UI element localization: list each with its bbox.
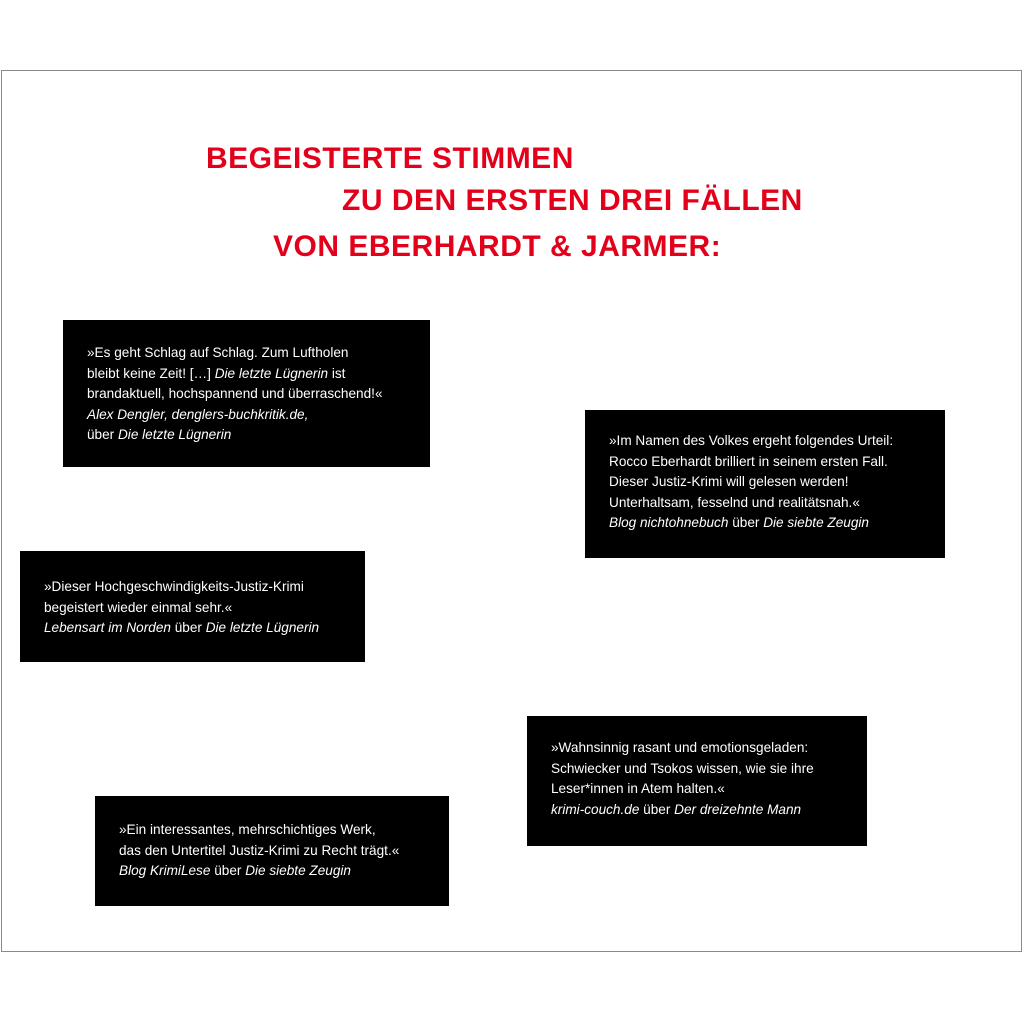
- book-title: Die letzte Lügnerin: [205, 620, 320, 636]
- book-title: Der dreizehnte Mann: [674, 801, 802, 817]
- quote-text-line: »Es geht Schlag auf Schlag. Zum Luftholen: [87, 345, 349, 360]
- quote-text-line: Dieser Justiz-Krimi will gelesen werden!: [609, 474, 849, 490]
- quote-text-line: brandaktuell, hochspannend und überraschend!«: [87, 386, 383, 402]
- quote-text-line: Unterhaltsam, fesselnd und realitätsnah.«: [609, 494, 860, 510]
- book-title: Die siebte Zeugin: [763, 515, 869, 531]
- about-word: über: [210, 863, 246, 879]
- quote-source: [87, 405, 430, 426]
- about-word: über: [87, 427, 118, 443]
- review-quote-box: [585, 410, 945, 558]
- quote-source: [119, 861, 449, 882]
- source-name: krimi-couch.de: [551, 801, 640, 817]
- quote-text-line: begeistert wieder einmal sehr.«: [44, 599, 233, 615]
- quote-text: bleibt keine Zeit! […]: [87, 365, 215, 381]
- quote-text-line: Rocco Eberhardt brilliert in seinem ersten Fall.: [609, 453, 888, 469]
- book-title: Die letzte Lügnerin: [214, 365, 329, 381]
- review-quote-box: [527, 716, 867, 846]
- source-name: Alex Dengler, denglers-buchkritik.de,: [87, 406, 309, 422]
- about-word: über: [728, 515, 764, 531]
- headline-line-1: BEGEISTERTE STIMMEN: [206, 142, 574, 175]
- source-name: Blog nichtohnebuch: [609, 515, 729, 531]
- quote-text-line: Leser*innen in Atem halten.«: [551, 781, 725, 797]
- book-title: Die letzte Lügnerin: [117, 427, 232, 443]
- review-quote-box: [63, 320, 430, 467]
- about-word: über: [170, 620, 206, 636]
- quote-text-line: »Wahnsinnig rasant und emotionsgeladen:: [551, 740, 809, 755]
- quote-text-line: »Im Namen des Volkes ergeht folgendes Urteil:: [609, 433, 894, 448]
- quote-book-reference: [87, 425, 430, 446]
- book-title: Die siebte Zeugin: [245, 863, 351, 879]
- quote-text-line: »Dieser Hochgeschwindigkeits-Justiz-Krimi: [44, 579, 304, 594]
- quote-source: [44, 618, 365, 639]
- quote-source: [551, 800, 867, 821]
- quote-source: [609, 513, 945, 534]
- quote-text-line: »Ein interessantes, mehrschichtiges Werk,: [119, 822, 376, 837]
- review-quote-box: [20, 551, 365, 662]
- quote-text-line: Schwiecker und Tsokos wissen, wie sie ihre: [551, 760, 814, 776]
- quote-text: ist: [328, 365, 346, 381]
- quote-text-line: das den Untertitel Justiz-Krimi zu Recht trägt.«: [119, 842, 400, 858]
- source-name: Blog KrimiLese: [119, 863, 211, 879]
- headline-line-3: VON EBERHARDT & JARMER:: [273, 230, 722, 263]
- review-quote-box: [95, 796, 449, 906]
- headline-line-2: ZU DEN ERSTEN DREI FÄLLEN: [342, 184, 803, 217]
- quote-text-line: [87, 364, 430, 385]
- source-name: Lebensart im Norden: [44, 620, 171, 636]
- about-word: über: [639, 801, 675, 817]
